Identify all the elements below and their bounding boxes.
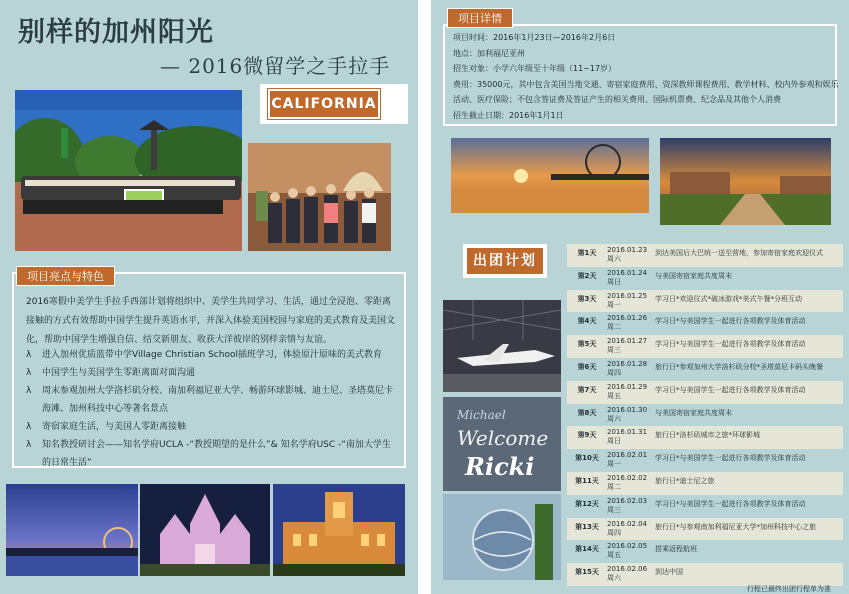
features-list [26,346,398,472]
schedule-row: 第14天 2016.02.05 周五 搭乘返程航班 [575,542,697,560]
feature-item: λ 进入加州优质蓝带中学Village Christian School插班学习，体验原汁原味的美式教育 [26,346,398,364]
universal-globe-photo [443,494,561,580]
lambda-bullet-icon: λ [26,386,32,396]
features-label: 项目亮点与特色 [16,266,115,286]
schedule-row: 第1天 2016.01.23 周六 到达美国后大巴统一送至营地，参加寄宿家庭欢迎仪式 [567,244,843,267]
project-details-label: 项目详情 [447,8,513,28]
ucla-building-photo [273,484,405,576]
indoor-group-photo [248,143,391,251]
detail-line: 地点：加利福尼亚州 [453,48,525,58]
lambda-bullet-icon: λ [26,368,32,378]
schedule-table [567,244,843,586]
right-page [431,0,849,594]
feature-item: λ 中国学生与美国学生零距离面对面沟通 [26,364,398,382]
main-title: 别样的加州阳光 [18,17,214,48]
footer-note: 行程已最终出团行程单为准 [747,585,831,593]
lambda-bullet-icon: λ [26,440,32,450]
detail-line: 活动、医疗保险；不包含签证费及签证产生的相关费用、国际机票费、纪念品及其他个人消费 [453,95,781,104]
santa-monica-pier-photo [451,138,649,213]
project-details-list [453,30,839,123]
schedule-row: 第4天 2016.01.26 周二 学习日*与美国学生一起进行各项教学及体育活动 [577,314,806,332]
schedule-row: 第12天 2016.02.03 周三 学习日*与美国学生一起进行各项教学及体育活动 [575,496,806,514]
schedule-row: 第5天 2016.01.27 周三 学习日*与美国学生一起进行各项教学及体育活动 [567,335,843,358]
group-photo [15,90,242,251]
detail-line: 招生截止日期：2016年1月1日 [453,110,564,120]
feature-item: λ 知名教授研讨会——知名学府UCLA -“教授期望的是什么”& 知名学府USC -“南加大学生的日常生活” [26,436,398,472]
space-shuttle-photo [443,300,561,392]
schedule-label: 出团计划 [467,248,543,274]
schedule-row: 第6天 2016.01.28 周四 旅行日*参观加州大学洛杉矶分校*圣塔莫尼卡码头晚餐 [577,359,823,377]
schedule-row: 第10天 2016.02.01 周一 学习日*与美国学生一起进行各项教学及体育活动 [575,451,806,469]
lambda-bullet-icon: λ [26,350,32,360]
california-badge: CALIFORNIA [268,89,380,119]
cursive-name-text: Michael [457,408,506,422]
features-intro: 2016寒假中美学生手拉手西部计划将组织中、美学生共同学习、生活，通过全浸泡、零距离接触的方式有效帮助中国学生提升英语水平，并深入体验美国校园与家庭的美式教育及美国文化，帮助中国学生增强自信、结交新朋友、收获大洋彼岸的别样亲情与友谊。 [26,297,396,345]
schedule-row: 第9天 2016.01.31 周日 旅行日*洛杉矶城市之旅*环球影城 [567,426,843,449]
schedule-row: 第13天 2016.02.04 周四 旅行日*与参观南加利福尼亚大学*加州科技中心之旅 [567,518,843,541]
detail-line: 项目时间：2016年1月23日—2016年2月6日 [453,33,616,42]
schedule-row: 第2天 2016.01.24 周日 与美国寄宿家庭共度周末 [577,268,732,286]
schedule-row: 第11天 2016.02.02 周二 旅行日*迪士尼之旅 [567,472,843,495]
schedule-row: 第7天 2016.01.29 周五 学习日*与美国学生一起进行各项教学及体育活动 [567,381,843,404]
detail-line: 招生对象：小学六年级至十年级（11~17岁） [453,64,617,73]
left-page [0,0,418,594]
detail-line: 费用：35000元，其中包含美国当地交通、寄宿家庭费用、资深教师课程费用、教学材料、校内外参观和娱乐 [453,79,839,89]
lambda-bullet-icon: λ [26,422,32,432]
campus-sunset-photo [660,138,831,225]
ricki-text: Ricki [465,452,535,481]
pier-sunset-photo [6,484,138,576]
subtitle: — 2016微留学之手拉手 [160,54,391,78]
schedule-row: 第15天 2016.02.06 周六 到达中国 [567,563,843,586]
welcome-chalk-photo [443,397,561,491]
schedule-row: 第3天 2016.01.25 周一 学习日*欢迎仪式*破冰游戏*美式午餐*分班互动 [567,290,843,313]
feature-item: λ 寄宿家庭生活，与美国人零距离接触 [26,418,398,436]
feature-item: λ 周末参观加州大学洛杉矶分校、南加利福尼亚大学、畅游环球影城、迪士尼、圣塔莫尼卡海滩、加州科技中心等著名景点 [26,382,398,418]
disney-castle-photo [140,484,270,576]
schedule-row: 第8天 2016.01.30 周六 与美国寄宿家庭共度周末 [577,405,732,423]
welcome-text: Welcome [457,426,549,450]
